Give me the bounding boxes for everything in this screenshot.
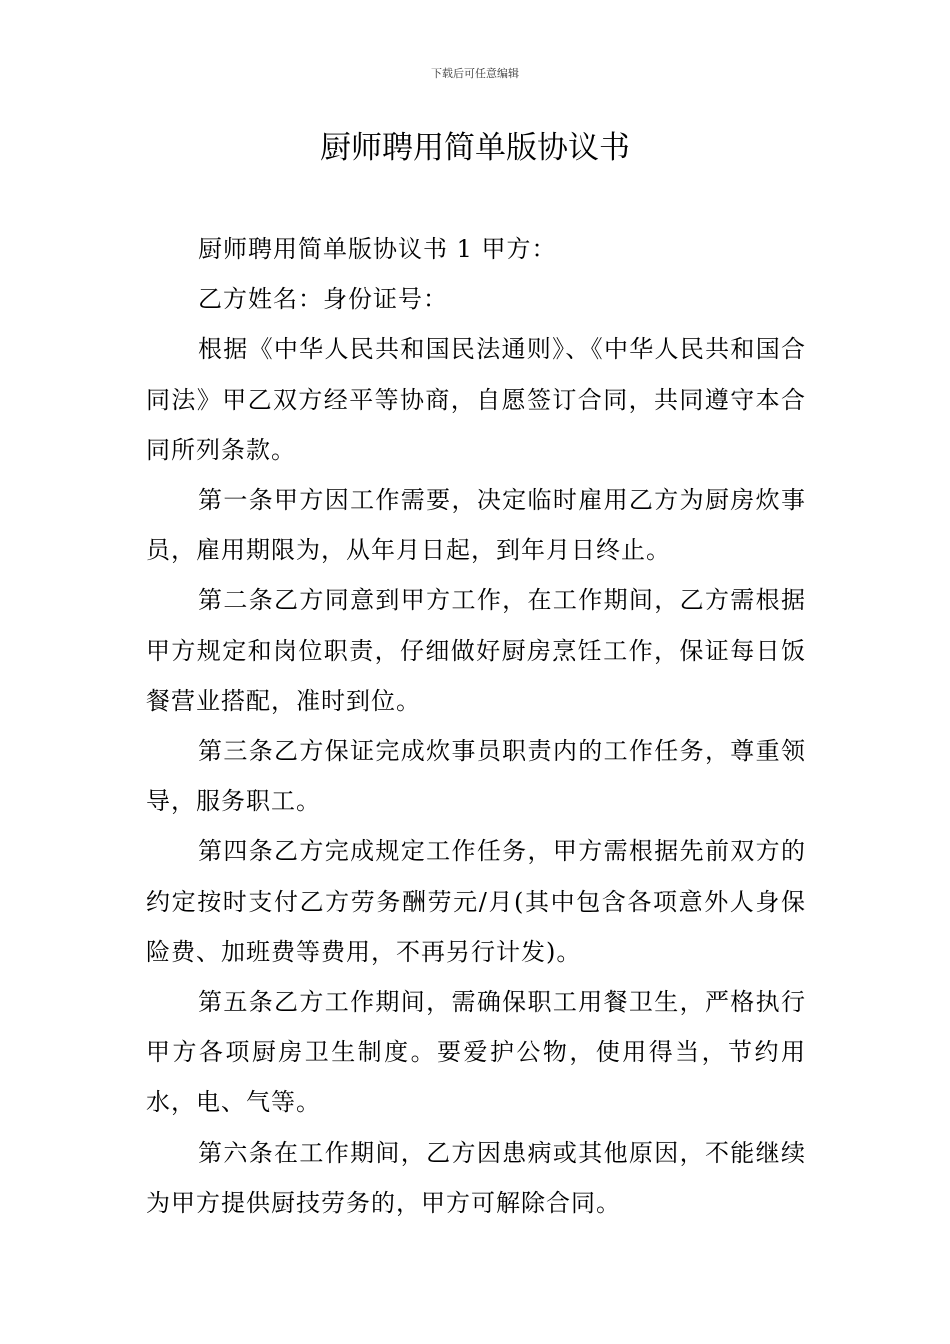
paragraph-article-5: 第五条乙方工作期间，需确保职工用餐卫生，严格执行甲方各项厨房卫生制度。要爱护公物，使用得当，节约用水，电、气等。 [146,988,806,1117]
document-body [146,224,806,1228]
header-note: 下载后可任意编辑 [431,67,519,80]
paragraph-article-1: 第一条甲方因工作需要，决定临时雇用乙方为厨房炊事员，雇用期限为，从年月日起，到年月日终止。 [146,486,806,565]
paragraph-article-2: 第二条乙方同意到甲方工作，在工作期间，乙方需根据甲方规定和岗位职责，仔细做好厨房烹饪工作，保证每日饭餐营业搭配，准时到位。 [146,586,806,715]
paragraph-preamble: 根据《中华人民共和国民法通则》、《中华人民共和国合同法》甲乙双方经平等协商，自愿签订合同，共同遵守本合同所列条款。 [146,335,806,464]
paragraph-article-3: 第三条乙方保证完成炊事员职责内的工作任务，尊重领导，服务职工。 [146,737,806,816]
paragraph-article-6: 第六条在工作期间，乙方因患病或其他原因，不能继续为甲方提供厨技劳务的，甲方可解除合同。 [146,1138,806,1217]
paragraph-party-b: 乙方姓名：身份证号： [198,285,448,314]
paragraph-intro: 厨师聘用简单版协议书 1 甲方： [198,235,557,263]
paragraph-article-4: 第四条乙方完成规定工作任务，甲方需根据先前双方的约定按时支付乙方劳务酬劳元/月(其中包含各项意外人身保险费、加班费等费用，不再另行计发)。 [146,837,806,966]
document-title: 厨师聘用简单版协议书 [320,130,630,166]
